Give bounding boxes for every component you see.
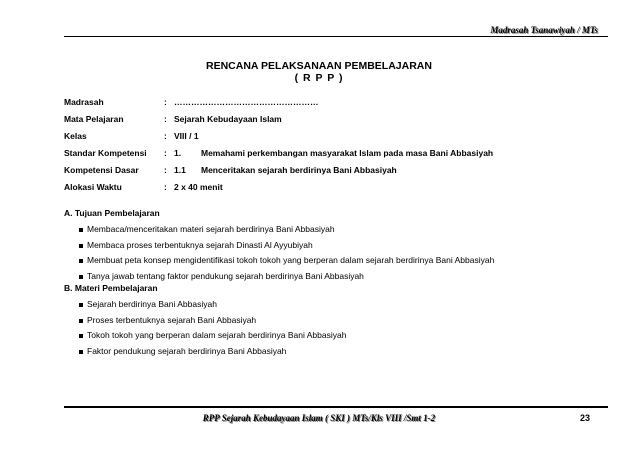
list-item [64, 344, 346, 360]
document-title: RENCANA PELAKSANAAN PEMBELAJARAN [206, 60, 432, 72]
info-label: Mata Pelajaran [64, 113, 124, 124]
info-label: Standar Kompetensi [64, 147, 147, 158]
info-colon: : [164, 181, 167, 192]
section-heading: A. Tujuan Pembelajaran [64, 208, 160, 218]
header-text: Madrasah Tsanawiyah / MTs [490, 25, 598, 35]
info-label: Alokasi Waktu [64, 181, 122, 192]
list-item-text: Membaca/menceritakan materi sejarah berdirinya Bani Abbasiyah [87, 224, 335, 234]
bullet-icon [79, 259, 83, 263]
info-colon: : [164, 113, 167, 124]
section-heading: B. Materi Pembelajaran [64, 283, 158, 293]
info-row-madrasah [64, 93, 493, 110]
section-tujuan [64, 208, 494, 284]
info-value: VIII / 1 [174, 130, 199, 141]
list-item [64, 328, 346, 344]
bullet-icon [79, 334, 83, 338]
info-colon: : [164, 147, 167, 158]
list-item-text: Proses terbentuknya sejarah Bani Abbasiyah [87, 314, 257, 325]
identity-table [64, 93, 493, 195]
info-number: 1.1 [174, 164, 186, 175]
info-row-standar-kompetensi [64, 144, 493, 161]
info-value: …………………………………………… [174, 96, 319, 107]
info-value: Menceritakan sejarah berdirinya Bani Abbasiyah [201, 164, 397, 175]
bullet-icon [79, 350, 83, 354]
list-item-text: Membaca proses terbentuknya sejarah Dinasti Al Ayyubiyah [87, 239, 313, 250]
bullet-icon [79, 228, 83, 232]
info-row-alokasi-waktu [64, 178, 493, 195]
list-item [64, 238, 494, 254]
info-colon: : [164, 130, 167, 141]
section-materi [64, 283, 346, 359]
info-value: Sejarah Kebudayaan Islam [174, 113, 282, 124]
info-label: Kompetensi Dasar [64, 164, 139, 175]
info-number: 1. [174, 147, 182, 158]
page-number: 23 [579, 413, 590, 423]
info-label: Madrasah [64, 96, 104, 107]
list-item-text: Membuat peta konsep mengidentifikasi tokoh tokoh yang berperan dalam sejarah berdirinya Bani Abbasiyah [87, 255, 495, 265]
info-row-kompetensi-dasar [64, 161, 493, 178]
footer-text: RPP Sejarah Kebudayaan Islam ( SKI ) MTs/Kls VIII /Smt 1-2 [202, 413, 436, 423]
info-row-kelas [64, 127, 493, 144]
info-colon: : [164, 96, 167, 107]
list-item-text: Tanya jawab tentang faktor pendukung sejarah berdirinya Bani Abbasiyah [87, 270, 364, 281]
footer-rule [64, 406, 608, 408]
info-value: 2 x 40 menit [174, 181, 223, 192]
info-value: Memahami perkembangan masyarakat Islam pada masa Bani Abbasiyah [201, 147, 494, 158]
list-item [64, 253, 494, 269]
bullet-icon [79, 303, 83, 307]
info-colon: : [164, 164, 167, 175]
list-item [64, 313, 346, 329]
list-item-text: Sejarah berdirinya Bani Abbasiyah [87, 299, 217, 309]
header-rule [64, 36, 608, 37]
list-item [64, 297, 346, 313]
list-item [64, 269, 494, 285]
tujuan-list [64, 222, 494, 284]
materi-list [64, 297, 346, 359]
list-item [64, 222, 494, 238]
bullet-icon [79, 275, 83, 279]
bullet-icon [79, 244, 83, 248]
info-label: Kelas [64, 130, 87, 141]
bullet-icon [79, 319, 83, 323]
document-subtitle: ( R P P ) [294, 72, 344, 84]
list-item-text: Faktor pendukung sejarah berdirinya Bani Abbasiyah [87, 345, 287, 356]
info-row-mata-pelajaran [64, 110, 493, 127]
list-item-text: Tokoh tokoh yang berperan dalam sejarah berdirinya Bani Abbasiyah [87, 330, 347, 340]
